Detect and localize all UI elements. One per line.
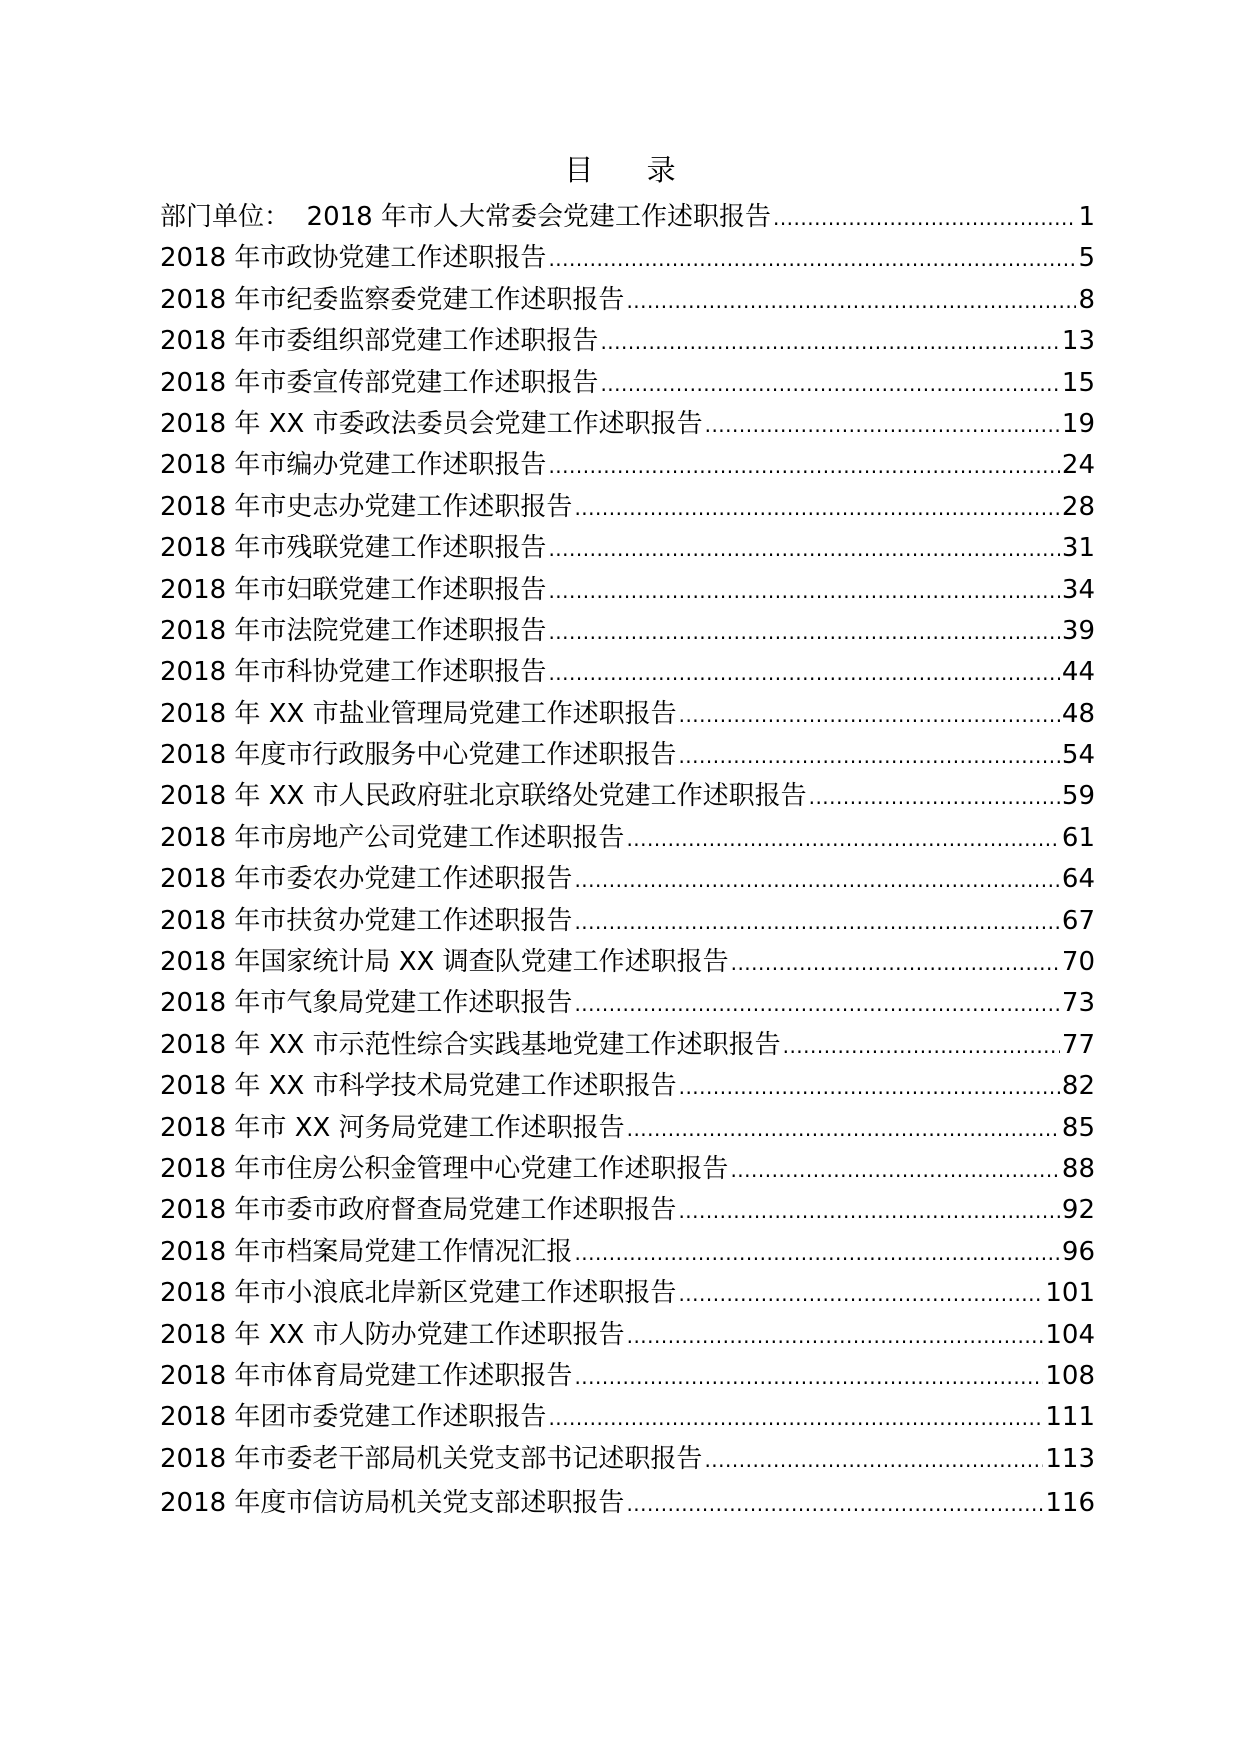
toc-dot-leader: [783, 1026, 1060, 1066]
toc-entry[interactable]: [160, 1397, 1095, 1438]
toc-entry-page-number: 101: [1045, 1278, 1095, 1309]
toc-dot-leader: [627, 1109, 1060, 1149]
toc-entry[interactable]: [160, 238, 1095, 279]
toc-entry-page-number: 44: [1061, 657, 1095, 688]
toc-entry-title: 2018 年度市信访局机关党支部述职报告: [160, 1488, 625, 1519]
toc-dot-leader: [548, 571, 1059, 611]
toc-dot-leader: [548, 529, 1059, 569]
toc-entry-title: 2018 年 XX 市人防办党建工作述职报告: [160, 1319, 625, 1350]
toc-entry[interactable]: [160, 363, 1095, 404]
toc-entry-page-number: 61: [1061, 822, 1095, 853]
toc-entry[interactable]: [160, 694, 1095, 735]
toc-entry-title: 2018 年市科协党建工作述职报告: [160, 657, 547, 688]
toc-dot-leader: [574, 984, 1059, 1024]
toc-entry-page-number: 70: [1061, 947, 1095, 978]
toc-entry-page-number: 73: [1061, 988, 1095, 1019]
toc-entry-title: 2018 年市委农办党建工作述职报告: [160, 864, 573, 895]
toc-entry[interactable]: [160, 445, 1095, 486]
toc-entry-title: 2018 年市政协党建工作述职报告: [160, 243, 547, 274]
toc-entry[interactable]: [160, 859, 1095, 900]
toc-entry[interactable]: [160, 1232, 1095, 1273]
toc-entry-title: 2018 年 XX 市盐业管理局党建工作述职报告: [160, 698, 677, 729]
toc-dot-leader: [600, 322, 1059, 362]
toc-entry-title: 2018 年团市委党建工作述职报告: [160, 1402, 547, 1433]
toc-dot-leader: [809, 777, 1060, 817]
toc-entry-title: 2018 年 XX 市示范性综合实践基地党建工作述职报告: [160, 1029, 781, 1060]
toc-entry-title: 2018 年市小浪底北岸新区党建工作述职报告: [160, 1278, 677, 1309]
toc-entry-page-number: 104: [1045, 1319, 1095, 1350]
toc-entry-page-number: 108: [1045, 1360, 1095, 1391]
toc-entry-page-number: 19: [1061, 408, 1095, 439]
toc-entry-title: 2018 年市委老干部局机关党支部书记述职报告: [160, 1443, 703, 1474]
toc-dot-leader: [678, 1191, 1059, 1231]
toc-entry-page-number: 1: [1078, 202, 1095, 232]
toc-entry-page-number: 96: [1061, 1236, 1095, 1267]
toc-entry[interactable]: [160, 280, 1095, 321]
toc-dot-leader: [730, 1150, 1059, 1190]
toc-entry[interactable]: [160, 652, 1095, 693]
toc-entry-page-number: 111: [1045, 1402, 1095, 1433]
toc-entry[interactable]: [160, 1356, 1095, 1397]
toc-entry[interactable]: [160, 818, 1095, 859]
toc-dot-leader: [574, 902, 1059, 942]
toc-entry[interactable]: [160, 1483, 1095, 1524]
toc-entry-title: 2018 年市法院党建工作述职报告: [160, 615, 547, 646]
toc-dot-leader: [678, 736, 1059, 776]
toc-dot-leader: [627, 1316, 1044, 1356]
toc-entry[interactable]: [160, 1108, 1095, 1149]
toc-dot-leader: [626, 819, 1059, 859]
toc-entry-page-number: 77: [1061, 1029, 1095, 1060]
toc-list: [160, 197, 1095, 1525]
toc-entry-page-number: 24: [1061, 450, 1095, 481]
toc-entry[interactable]: [160, 404, 1095, 445]
toc-dot-leader: [731, 943, 1060, 983]
toc-entry[interactable]: [160, 901, 1095, 942]
toc-entry[interactable]: [160, 1190, 1095, 1231]
toc-entry-title: 2018 年 XX 市人民政府驻北京联络处党建工作述职报告: [160, 781, 807, 812]
toc-entry-page-number: 82: [1061, 1071, 1095, 1102]
toc-dot-leader: [574, 860, 1059, 900]
toc-dot-leader: [574, 1233, 1059, 1273]
toc-entry[interactable]: [160, 528, 1095, 569]
toc-entry-page-number: 64: [1061, 864, 1095, 895]
toc-entry-page-number: 116: [1045, 1488, 1095, 1519]
toc-entry[interactable]: [160, 1025, 1095, 1066]
toc-entry-title: 2018 年市妇联党建工作述职报告: [160, 574, 547, 605]
toc-dot-leader: [600, 364, 1059, 404]
toc-dot-leader: [548, 1398, 1043, 1438]
toc-dot-leader: [679, 1067, 1060, 1107]
toc-entry[interactable]: [160, 1315, 1095, 1356]
toc-dot-leader: [548, 653, 1059, 693]
toc-entry-page-number: 34: [1061, 574, 1095, 605]
toc-entry-title: 2018 年市委组织部党建工作述职报告: [160, 326, 599, 357]
toc-title: 目 录: [564, 153, 698, 187]
toc-entry-title: 2018 年度市行政服务中心党建工作述职报告: [160, 740, 677, 771]
toc-dot-leader: [574, 488, 1059, 528]
toc-entry-title: 2018 年市房地产公司党建工作述职报告: [160, 822, 625, 853]
toc-entry[interactable]: [160, 611, 1095, 652]
toc-entry-page-number: 39: [1061, 615, 1095, 646]
toc-entry-page-number: 8: [1078, 284, 1095, 315]
toc-entry-page-number: 88: [1061, 1153, 1095, 1184]
toc-entry-title: 2018 年市委市政府督查局党建工作述职报告: [160, 1195, 677, 1226]
toc-entry-title: 2018 年市编办党建工作述职报告: [160, 450, 547, 481]
toc-entry[interactable]: [160, 1149, 1095, 1190]
toc-entry-title: 2018 年市体育局党建工作述职报告: [160, 1360, 573, 1391]
toc-entry-page-number: 85: [1061, 1112, 1095, 1143]
toc-entry-page-number: 54: [1061, 740, 1095, 771]
toc-dot-leader: [548, 446, 1059, 486]
toc-entry-title: 2018 年市 XX 河务局党建工作述职报告: [160, 1112, 625, 1143]
toc-dot-leader: [574, 1357, 1043, 1397]
toc-entry-page-number: 28: [1061, 491, 1095, 522]
toc-entry-title: 2018 年 XX 市委政法委员会党建工作述职报告: [160, 408, 703, 439]
toc-entry[interactable]: [160, 321, 1095, 362]
toc-entry-page-number: 13: [1061, 326, 1095, 357]
toc-entry[interactable]: [160, 1439, 1095, 1480]
toc-entry-title: 2018 年市住房公积金管理中心党建工作述职报告: [160, 1153, 729, 1184]
toc-entry-title: 部门单位： 2018 年市人大常委会党建工作述职报告: [160, 202, 771, 232]
toc-entry-title: 2018 年 XX 市科学技术局党建工作述职报告: [160, 1071, 677, 1102]
toc-dot-leader: [548, 612, 1059, 652]
toc-entry-page-number: 5: [1078, 243, 1095, 274]
toc-entry[interactable]: [160, 735, 1095, 776]
toc-dot-leader: [678, 1274, 1043, 1314]
toc-entry[interactable]: [160, 942, 1095, 983]
toc-entry-title: 2018 年市委宣传部党建工作述职报告: [160, 367, 599, 398]
toc-entry-page-number: 92: [1061, 1195, 1095, 1226]
toc-dot-leader: [704, 1440, 1043, 1480]
toc-dot-leader: [548, 239, 1076, 279]
toc-dot-leader: [679, 695, 1060, 735]
toc-entry-page-number: 15: [1061, 367, 1095, 398]
toc-entry[interactable]: [160, 983, 1095, 1024]
toc-entry[interactable]: [160, 487, 1095, 528]
toc-entry-title: 2018 年市档案局党建工作情况汇报: [160, 1236, 573, 1267]
toc-entry[interactable]: [160, 776, 1095, 817]
toc-entry-title: 2018 年市纪委监察委党建工作述职报告: [160, 284, 625, 315]
toc-entry[interactable]: [160, 197, 1095, 238]
toc-dot-leader: [705, 405, 1060, 445]
toc-entry-page-number: 113: [1045, 1443, 1095, 1474]
toc-dot-leader: [626, 1484, 1043, 1524]
toc-entry-title: 2018 年市扶贫办党建工作述职报告: [160, 905, 573, 936]
toc-entry-title: 2018 年市气象局党建工作述职报告: [160, 988, 573, 1019]
toc-entry-title: 2018 年市残联党建工作述职报告: [160, 533, 547, 564]
toc-dot-leader: [773, 198, 1076, 238]
toc-entry[interactable]: [160, 1273, 1095, 1314]
toc-entry-page-number: 67: [1061, 905, 1095, 936]
toc-entry-page-number: 31: [1061, 533, 1095, 564]
toc-dot-leader: [626, 281, 1076, 321]
toc-entry[interactable]: [160, 570, 1095, 611]
toc-entry-page-number: 59: [1061, 781, 1095, 812]
toc-entry-title: 2018 年国家统计局 XX 调查队党建工作述职报告: [160, 947, 729, 978]
toc-entry-title: 2018 年市史志办党建工作述职报告: [160, 491, 573, 522]
toc-entry-page-number: 48: [1061, 698, 1095, 729]
toc-entry[interactable]: [160, 1066, 1095, 1107]
